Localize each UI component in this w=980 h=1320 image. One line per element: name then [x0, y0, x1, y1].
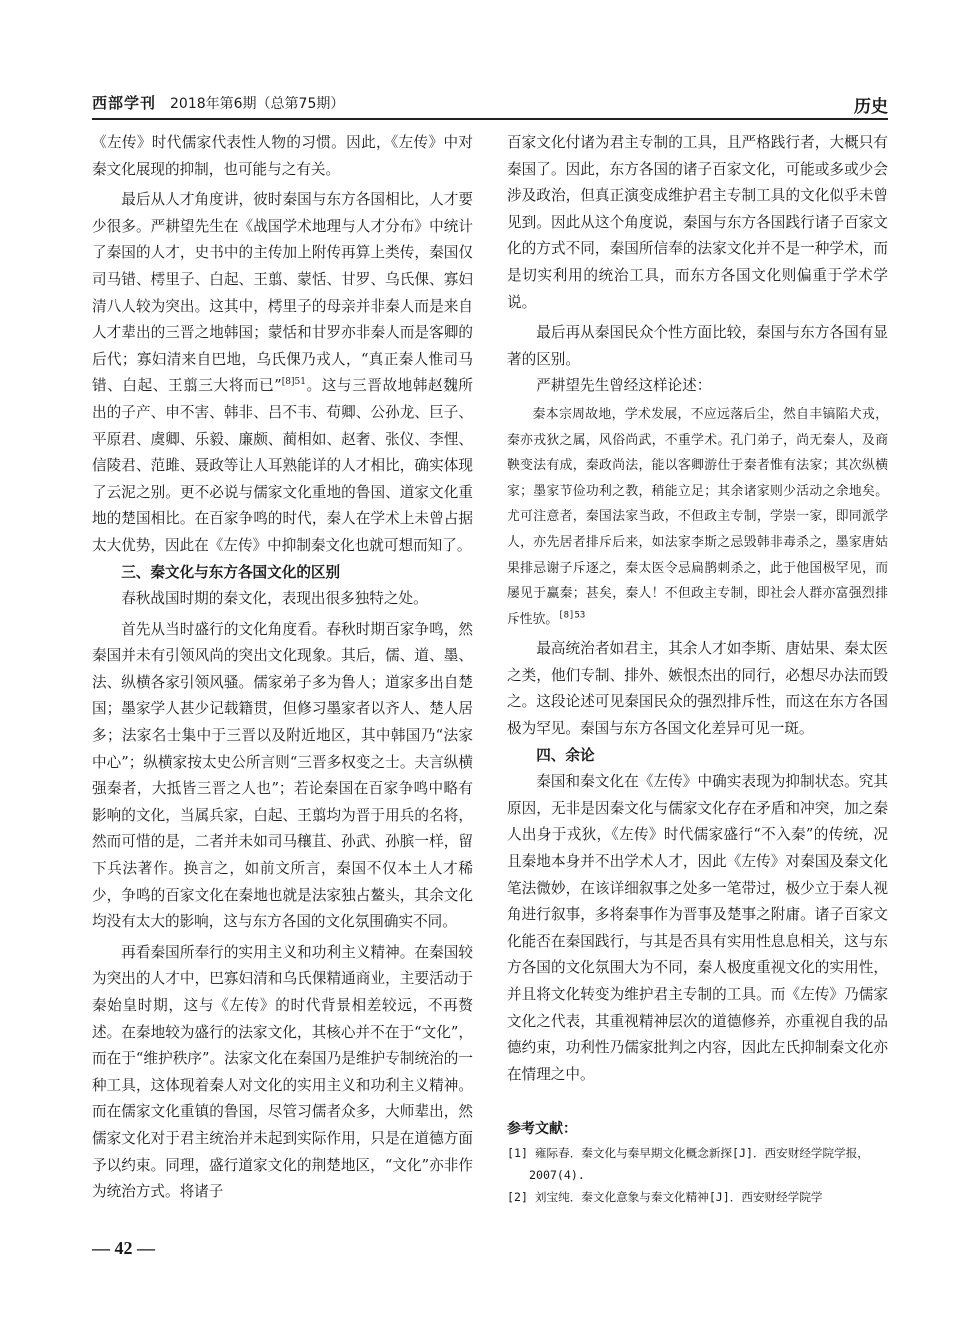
- paragraph: 再看秦国所奉行的实用主义和功利主义精神。在秦国较为突出的人才中，巴寡妇清和乌氏倮精通商业，主要活动于秦始皇时期，这与《左传》的时代背景相差较远，不再赘述。在秦地较为盛行的法家文化，其核心并不在于“文化”，而在于“维护秩序”。法家文化在秦国乃是维护专制统治的一种工具，这体现着秦人对文化的实用主义和功利主义精神。而在儒家文化重镇的鲁国，尽管习儒者众多，大师辈出，然儒家文化对于君主统治并未起到实际作用，只是在道德方面予以约束。同理，盛行道家文化的荆楚地区，“文化”亦非作为统治方式。将诸子: [92, 943, 473, 1201]
- paragraph: 秦国和秦文化在《左传》中确实表现为抑制状态。究其原因，无非是因秦文化与儒家文化存在矛盾和冲突，加之秦人出身于戎狄，《左传》时代儒家盛行“不入秦”的传统，况且秦地本身并不出学术人才，因此《左传》对秦国及秦文化笔法微妙，在该详细叙事之处多一笔带过，极少立于秦人视角进行叙事，多将秦事作为晋事及楚事之附庸。诸子百家文化能否在秦国践行，与其是否具有实用性息息相关，这与东方各国的文化氛围大为不同，秦人极度重视文化的实用性，并且将文化转变为维护君主专制的工具。而《左传》乃儒家文化之代表，其重视精神层次的道德修养，亦重视自我的品德约束，功利性乃儒家批判之内容，因此左氏抑制秦文化亦在情理之中。: [507, 773, 888, 1083]
- section-label: 历史: [854, 97, 888, 117]
- quote-body: 秦本宗周故地，学术发展，不应远落后尘，然自丰镐陷犬戎，秦亦戎狄之属，风俗尚武，不重学术。孔门弟子，尚无秦人，及商鞅变法有成，秦政尚法，能以客卿游仕于秦者惟有法家；其次纵横家；墨家节俭功利之教，稍能立足；其余诸家则少活动之余地矣。尤可注意者，秦国法家当政，不但政主专制，学崇一家，即同派学人，亦先居者排斥后来，如法家李斯之忌毁韩非毒杀之，墨家唐姑果排忌谢子斥逐之，秦太医令忌扁鹊刺杀之，此于他国极罕见，而屡见于赢秦；甚矣，秦人！不但政主专制，即社会人群亦富强烈排斥性欤。: [507, 406, 888, 627]
- reference-item: [2] 刘宝纯．秦文化意象与秦文化精神[J]．西安财经学院学: [507, 1190, 823, 1204]
- paragraph: 《左传》时代儒家代表性人物的习惯。因此，《左传》中对秦文化展现的抑制，也可能与之有关。: [92, 134, 473, 178]
- paragraph: [92, 187, 473, 559]
- header-rule: [92, 118, 888, 120]
- issue-info: 2018年第6期（总第75期）: [170, 96, 345, 112]
- paragraph: 最高统治者如君主，其余人才如李斯、唐姑果、秦太医之类，他们专制、排外、嫉恨杰出的同行，必想尽办法而毁之。这段论述可见秦国民众的强烈排斥性，而这在东方各国极为罕见。秦国与东方各国文化差异可见一斑。: [507, 640, 888, 738]
- paragraph: 严耕望先生曾经这样论述：: [536, 377, 712, 395]
- paragraph: 百家文化付诸为君主专制的工具，且严格践行者，大概只有秦国了。因此，东方各国的诸子百家文化，可能或多或少会涉及政治，但真正演变成维护君主专制工具的文化似乎未曾见到。因此从这个角度说，秦国与东方各国践行诸子百家文化的方式不同，秦国所信奉的法家文化并不是一种学术，而是切实利用的统治工具，而东方各国文化则偏重于学术学说。: [507, 134, 888, 311]
- quote-text: [507, 402, 888, 632]
- section-heading: 三、秦文化与东方各国文化的区别: [121, 563, 341, 581]
- journal-name: 西部学刊: [92, 94, 157, 112]
- page-number: — 42 —: [92, 1238, 155, 1258]
- left-column: [92, 130, 473, 1206]
- paragraph: 最后再从秦国民众个性方面比较，秦国与东方各国有显著的区别。: [507, 324, 888, 368]
- block-quote: [507, 402, 888, 632]
- paragraph-text: 最后从人才角度讲，彼时秦国与东方各国相比，人才要少很多。严耕望先生在《战国学术地理与人才分布》中统计了秦国的人才，史书中的主传加上附传再算上类传，秦国仅司马错、樗里子、白起、王翦、蒙恬、甘罗、乌氏倮、寡妇清八人较为突出。这其中，樗里子的母亲并非秦人而是来自人才辈出的三晋之地韩国；蒙恬和甘罗亦非秦人而是客卿的后代；寡妇清来自巴地，乌氏倮乃戎人，“真正秦人惟司马错、白起、王翦三大将而已”: [92, 191, 473, 395]
- right-column: [507, 130, 888, 1088]
- paragraph-text: 。这与三晋故地韩赵魏所出的子产、申不害、韩非、吕不韦、荀卿、公孙龙、巨子、平原君、虞卿、乐毅、廉颇、蔺相如、赵奢、张仪、李悝、信陵君、范雎、聂政等让人耳熟能详的人才相比，确实体现了云泥之别。更不必说与儒家文化重地的鲁国、道家文化重地的楚国相比。在百家争鸣的时代，秦人在学术上未曾占据太大优势，因此在《左传》中抑制秦文化也就可想而知了。: [92, 377, 473, 554]
- reference-item: [1] 雍际春．秦文化与秦早期文化概念新探[J]．西安财经学院学报，2007(4).: [507, 1146, 869, 1182]
- paragraph: 首先从当时盛行的文化角度看。春秋时期百家争鸣，然秦国并未有引领风尚的突出文化现象。其后，儒、道、墨、法、纵横各家引领风骚。儒家弟子多为鲁人；道家多出自楚国；墨家学人甚少记载籍贯，但修习墨家者以齐人、楚人居多；法家名士集中于三晋以及附近地区，其中韩国乃“法家中心”；纵横家按太史公所言则“三晋多权变之士。夫言纵横强秦者，大抵皆三晋之人也”；若论秦国在百家争鸣中略有影响的文化，当属兵家，白起、王翦均为晋于用兵的名将，然而可惜的是，二者并未如司马穰苴、孙武、孙膑一样，留下兵法著作。换言之，如前文所言，秦国不仅本土人才稀少，争鸣的百家文化在秦地也就是法家独占鳌头，其余文化均没有太大的影响，这与东方各国的文化氛围确实不同。: [92, 620, 473, 931]
- citation-marker: [8]53: [558, 610, 586, 621]
- references: [507, 1118, 888, 1208]
- page-header: [92, 88, 888, 122]
- citation-marker: [8]51: [281, 377, 306, 388]
- paragraph: 春秋战国时期的秦文化，表现出很多独特之处。: [121, 590, 428, 608]
- references-title: 参考文献：: [507, 1121, 577, 1137]
- section-heading: 四、余论: [536, 746, 595, 764]
